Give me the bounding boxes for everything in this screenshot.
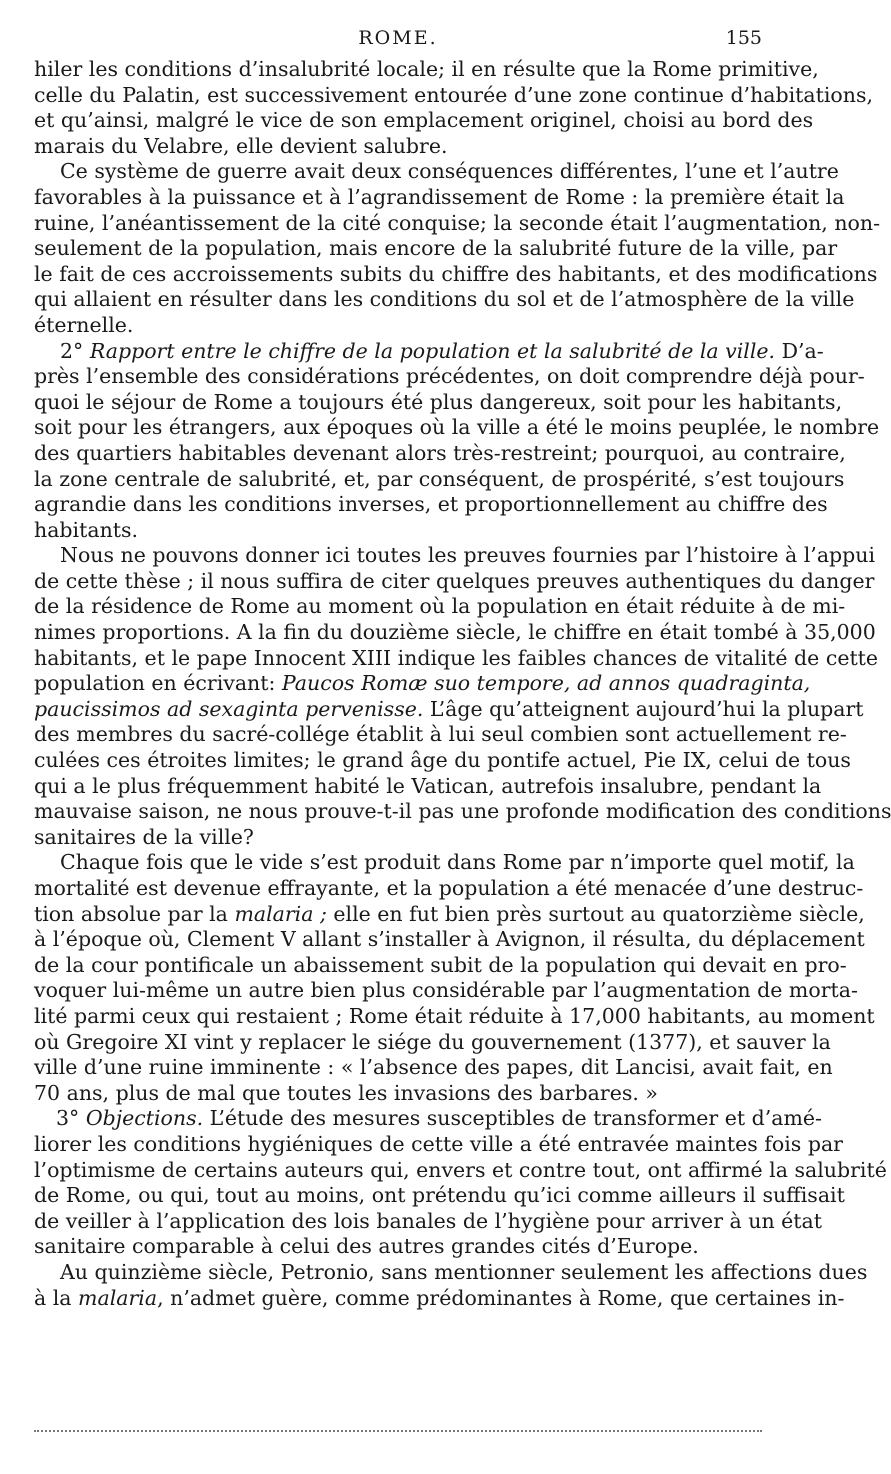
text-line: soit pour les étrangers, aux époques où la ville a été le moins peuplée, le nombre bbox=[34, 415, 880, 440]
section-heading: Rapport entre le chiffre de la population et la salubrité de la ville. bbox=[89, 338, 776, 363]
text-run: L’âge qu’atteignent aujourd’hui la plupart bbox=[423, 696, 864, 721]
text-line: des quartiers habitables devenant alors très-restreint; pourquoi, au contraire, bbox=[34, 440, 846, 465]
section-heading-line bbox=[34, 1106, 822, 1132]
text-line: marais du Velabre, elle devient salubre. bbox=[34, 133, 448, 158]
text-line: de Rome, ou qui, tout au moins, ont prétendu qu’ici comme ailleurs il suffisait bbox=[34, 1183, 845, 1208]
text-line: voquer lui-même un autre bien plus considérable par l’augmentation de morta- bbox=[34, 978, 858, 1003]
paragraph-1 bbox=[34, 57, 874, 159]
text-line: près l’ensemble des considérations précédentes, on doit comprendre déjà pour- bbox=[34, 364, 865, 389]
text-line: et qu’ainsi, malgré le vice de son emplacement originel, choisi au bord des bbox=[34, 108, 814, 133]
text-line: sanitaires de la ville? bbox=[34, 824, 254, 849]
text-line: de veiller à l’application des lois banales de l’hygiène pour arriver à un état bbox=[34, 1208, 822, 1233]
footer-dotted-rule bbox=[34, 1430, 762, 1432]
text-line: de la résidence de Rome au moment où la population en était réduite à de mi- bbox=[34, 594, 846, 619]
text-line: Chaque fois que le vide s’est produit dans Rome par n’importe quel motif, la bbox=[60, 850, 855, 875]
latin-quote: paucissimos ad sexaginta pervenisse. bbox=[34, 696, 424, 721]
paragraph-4 bbox=[34, 543, 891, 850]
paragraph-7 bbox=[34, 1259, 868, 1311]
text-run: elle en fut bien près surtout au quatorzième siècle, bbox=[326, 901, 865, 926]
text-line: favorables à la puissance et à l’agrandissement de Rome : la première était la bbox=[34, 184, 845, 209]
text-line: liorer les conditions hygiéniques de cette ville a été entravée maintes fois par bbox=[34, 1131, 843, 1156]
text-line: la zone centrale de salubrité, et, par conséquent, de prospérité, s’est toujours bbox=[34, 466, 845, 491]
paragraph-2 bbox=[34, 159, 880, 338]
text-line: où Gregoire XI vint y replacer le siége du gouvernement (1377), et sauver la bbox=[34, 1029, 831, 1054]
text-line bbox=[34, 1285, 845, 1312]
text-line: éternelle. bbox=[34, 312, 134, 337]
text-line: quoi le séjour de Rome a toujours été plus dangereux, soit pour les habitants, bbox=[34, 389, 843, 414]
text-line: seulement de la population, mais encore de la salubrité future de la ville, par bbox=[34, 236, 838, 261]
text-line bbox=[34, 901, 865, 928]
text-line bbox=[34, 696, 864, 723]
text-line: le fait de ces accroissements subits du chiffre des habitants, et des modifications bbox=[34, 261, 878, 286]
text-line: qui allaient en résulter dans les conditions du sol et de l’atmosphère de la ville bbox=[34, 287, 855, 312]
text-line: lité parmi ceux qui restaient ; Rome était réduite à 17,000 habitants, au moment bbox=[34, 1003, 875, 1028]
text-run: L’étude des mesures susceptibles de transformer et d’amé- bbox=[203, 1106, 822, 1131]
text-line: celle du Palatin, est successivement entourée d’une zone continue d’habitations, bbox=[34, 82, 874, 107]
text-run: population en écrivant: bbox=[34, 671, 282, 696]
text-line: des membres du sacré-collége établit à lui seul combien sont actuellement re- bbox=[34, 722, 847, 747]
text-line: de cette thèse ; il nous suffira de citer quelques preuves authentiques du danger bbox=[34, 568, 875, 593]
text-line: nimes proportions. A la fin du douzième siècle, le chiffre en était tombé à 35,000 bbox=[34, 620, 876, 645]
text-line: mauvaise saison, ne nous prouve-t-il pas une profonde modification des conditions bbox=[34, 799, 891, 824]
text-line: Nous ne pouvons donner ici toutes les preuves fournies par l’histoire à l’appui bbox=[60, 543, 876, 568]
text-run: , n’admet guère, comme prédominantes à Rome, que certaines in- bbox=[157, 1285, 845, 1310]
text-line: à l’époque où, Clement V allant s’installer à Avignon, il résulta, du déplacement bbox=[34, 927, 865, 952]
text-line: habitants, et le pape Innocent XIII indique les faibles chances de vitalité de cette bbox=[34, 645, 879, 670]
italic-term: malaria bbox=[78, 1285, 158, 1310]
paragraph-6 bbox=[34, 1106, 887, 1260]
text-line bbox=[34, 671, 811, 697]
text-line: habitants. bbox=[34, 517, 139, 542]
text-line: ville d’une ruine imminente : « l’absence des papes, dit Lancisi, avait fait, en bbox=[34, 1055, 833, 1080]
text-line: 70 ans, plus de mal que toutes les invasions des barbares. » bbox=[34, 1080, 658, 1105]
paragraph-3 bbox=[34, 338, 880, 544]
text-run: tion absolue par la bbox=[34, 901, 235, 926]
page-number: 155 bbox=[725, 27, 762, 49]
text-run: à la bbox=[34, 1285, 79, 1310]
running-head: ROME. bbox=[358, 27, 438, 49]
latin-quote: Paucos Romæ suo tempore, ad annos quadraginta, bbox=[281, 671, 811, 696]
section-heading: Objections. bbox=[85, 1106, 204, 1131]
text-line: agrandie dans les conditions inverses, et proportionnellement au chiffre des bbox=[34, 492, 828, 517]
text-line: hiler les conditions d’insalubrité locale; il en résulte que la Rome primitive, bbox=[34, 57, 819, 81]
text-line: ruine, l’anéantissement de la cité conquise; la seconde était l’augmentation, non- bbox=[34, 210, 880, 235]
page-header bbox=[34, 27, 762, 57]
text-line: qui a le plus fréquemment habité le Vatican, autrefois insalubre, pendant la bbox=[34, 773, 822, 798]
text-line: culées ces étroites limites; le grand âge du pontife actuel, Pie IX, celui de tous bbox=[34, 748, 851, 773]
paragraph-5 bbox=[34, 850, 875, 1106]
italic-term: malaria ; bbox=[234, 901, 327, 926]
text-line: l’optimisme de certains auteurs qui, envers et contre tout, ont affirmé la salubrité bbox=[34, 1157, 887, 1182]
text-run: D’a- bbox=[781, 338, 824, 363]
section-heading-line bbox=[34, 338, 824, 365]
text-line: Au quinzième siècle, Petronio, sans mentionner seulement les affections dues bbox=[60, 1259, 868, 1284]
body-text bbox=[34, 57, 891, 1311]
text-line: de la cour pontificale un abaissement subit de la population qui devait en pro- bbox=[34, 952, 847, 977]
section-number: 3° bbox=[56, 1106, 80, 1131]
section-number: 2° bbox=[60, 338, 84, 363]
text-line: sanitaire comparable à celui des autres grandes cités d’Europe. bbox=[34, 1234, 699, 1259]
text-line: Ce système de guerre avait deux conséquences différentes, l’une et l’autre bbox=[60, 159, 839, 184]
text-line: mortalité est devenue effrayante, et la population a été menacée d’une destruc- bbox=[34, 876, 864, 900]
